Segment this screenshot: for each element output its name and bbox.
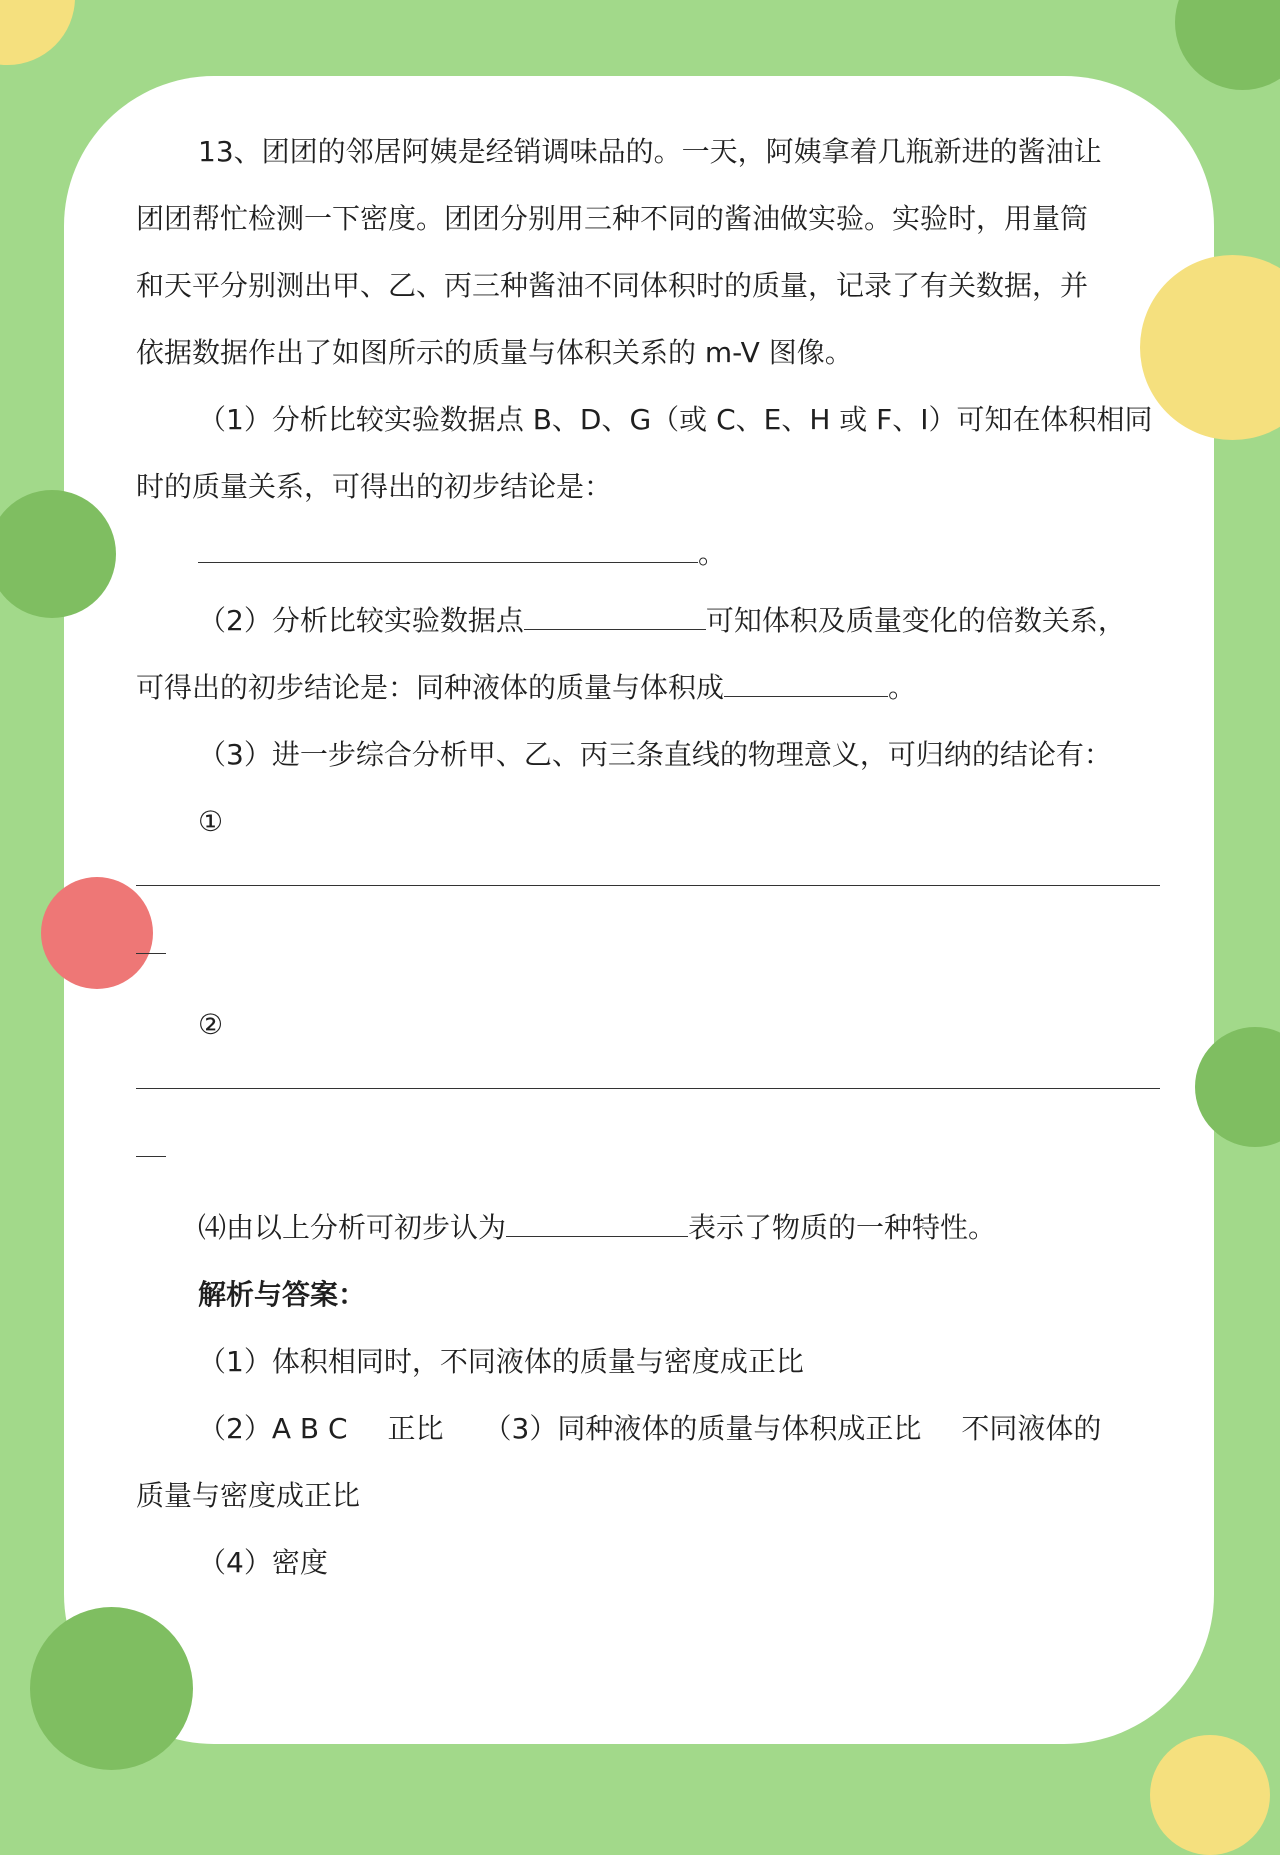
part1-line: 时的质量关系，可得出的初步结论是： bbox=[136, 470, 613, 503]
answer-heading: 解析与答案： bbox=[198, 1278, 367, 1311]
part3-line: （3）进一步综合分析甲、乙、丙三条直线的物理意义，可归纳的结论有： bbox=[198, 738, 1112, 771]
decor-dot-yellow-bottomright bbox=[1150, 1735, 1270, 1855]
conclusion-one-blank-tail bbox=[136, 923, 166, 954]
part1-line: （1）分析比较实验数据点 B、D、G（或 C、E、H 或 F、I）可知在体积相同 bbox=[198, 403, 1153, 436]
part1-answer-line: 。 bbox=[136, 520, 1160, 587]
part2-line: 可得出的初步结论是：同种液体的质量与体积成 。 bbox=[136, 654, 1160, 721]
answer-line-2: （2）A B C 正比 （3）同种液体的质量与体积成正比 不同液体的 bbox=[198, 1412, 1102, 1445]
part2-line: （2）分析比较实验数据点 可知体积及质量变化的倍数关系， bbox=[136, 587, 1160, 654]
part2-blank-relation[interactable] bbox=[724, 665, 888, 697]
decor-dot-green-topright bbox=[1175, 0, 1280, 90]
question-intro-line: 13、团团的邻居阿姨是经销调味品的。一天，阿姨拿着几瓶新进的酱油让 bbox=[198, 135, 1102, 168]
document-body bbox=[136, 118, 1160, 1596]
part4-line: ⑷由以上分析可初步认为 表示了物质的一种特性。 bbox=[136, 1194, 1160, 1261]
conclusion-one-blank[interactable] bbox=[136, 855, 1160, 886]
part2-blank-points[interactable] bbox=[524, 598, 706, 630]
circle-two-label: ② bbox=[198, 1008, 224, 1041]
question-intro-line: 和天平分别测出甲、乙、丙三种酱油不同体积时的质量，记录了有关数据，并 bbox=[136, 269, 1089, 302]
answer-line-2-cont: 质量与密度成正比 bbox=[136, 1479, 361, 1512]
question-intro-line: 依据数据作出了如图所示的质量与体积关系的 m-V 图像。 bbox=[136, 336, 853, 369]
decor-dot-yellow-topleft bbox=[0, 0, 75, 65]
decor-dot-green-bottomleft bbox=[30, 1607, 193, 1770]
answer-line-1: （1）体积相同时，不同液体的质量与密度成正比 bbox=[198, 1345, 804, 1378]
part1-blank[interactable] bbox=[198, 531, 698, 563]
circle-one-label: ① bbox=[198, 805, 224, 838]
part4-blank[interactable] bbox=[506, 1205, 688, 1237]
question-intro-line: 团团帮忙检测一下密度。团团分别用三种不同的酱油做实验。实验时，用量筒 bbox=[136, 202, 1089, 235]
conclusion-two-blank[interactable] bbox=[136, 1058, 1160, 1089]
conclusion-two-blank-tail bbox=[136, 1126, 166, 1157]
answer-line-4: （4）密度 bbox=[198, 1546, 328, 1579]
